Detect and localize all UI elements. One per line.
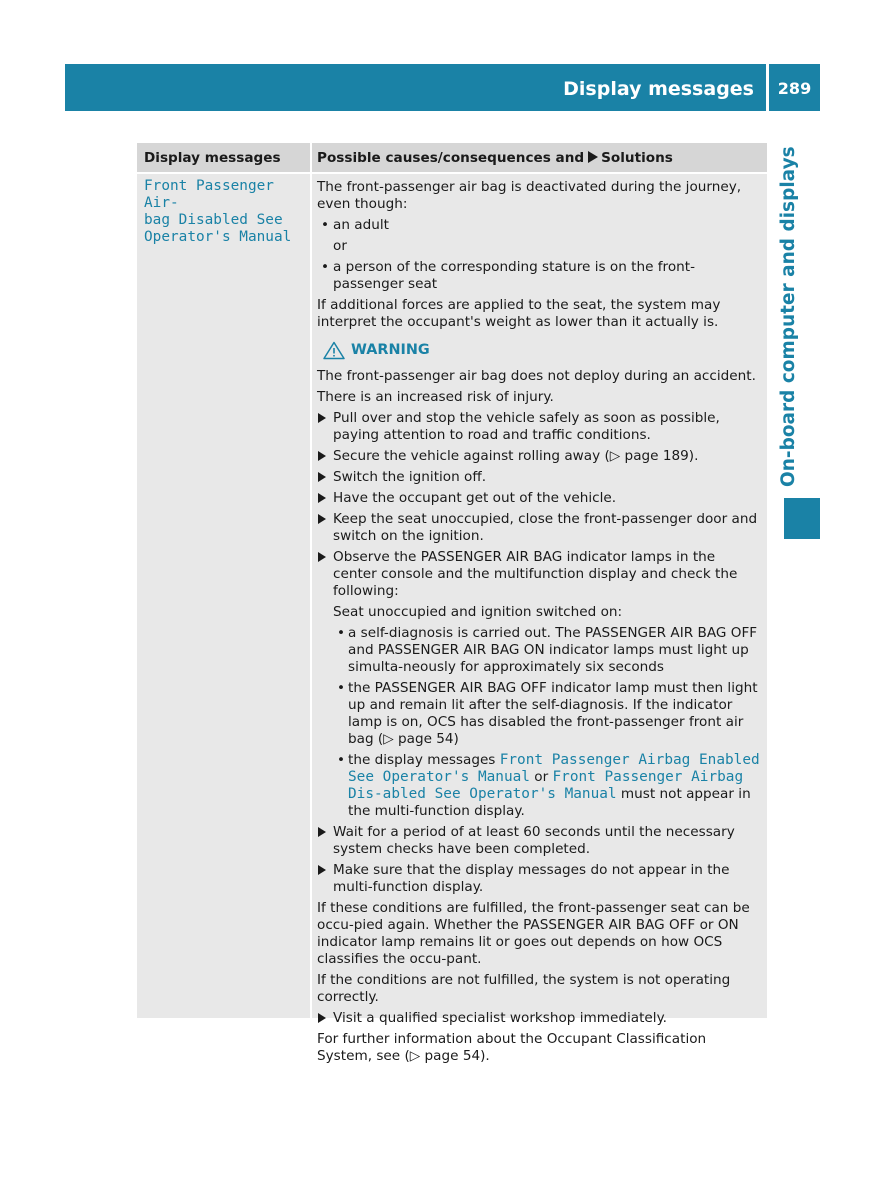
list-item: • a self-diagnosis is carried out. The PASSENGER AIR BAG OFF and PASSENGER AIR BAG ON indicator lamps must light up simulta-neously for approximately six seconds [317, 625, 762, 676]
page-number-box [769, 64, 820, 111]
instruction-step: Have the occupant get out of the vehicle. [317, 490, 762, 507]
header-column-divider [310, 143, 312, 172]
list-item [317, 752, 762, 820]
column-header-display-messages: Display messages [144, 150, 281, 166]
column-header-causes-solutions [317, 150, 673, 166]
solutions-cell [317, 179, 762, 1069]
instruction-step: Make sure that the display messages do not appear in the multi-function display. [317, 862, 762, 896]
row-divider [137, 172, 767, 174]
step-subheading: Seat unoccupied and ignition switched on: [333, 604, 623, 620]
instruction-step: Pull over and stop the vehicle safely as soon as possible, paying attention to road and traffic conditions. [317, 410, 762, 444]
warning-text: The front-passenger air bag does not deploy during an accident. [317, 368, 756, 384]
page-number: 289 [777, 79, 812, 98]
intro-text: The front-passenger air bag is deactivated during the journey, even though: [317, 179, 742, 212]
column-header-solutions: Solutions [601, 150, 673, 166]
arrow-right-icon [588, 151, 598, 163]
instruction-step: Secure the vehicle against rolling away (▷ page 189). [317, 448, 762, 465]
instruction-step: Wait for a period of at least 60 seconds until the necessary system checks have been completed. [317, 824, 762, 858]
table-header [137, 143, 767, 172]
conditions-fulfilled-text: If these conditions are fulfilled, the front-passenger seat can be occu-pied again. Whether the PASSENGER AIR BAG OFF or ON indicator lamp remains lit or goes out depends on how OCS classifies the occu-pant. [317, 900, 750, 967]
warning-heading [323, 341, 762, 360]
page-title: Display messages [563, 78, 754, 100]
list-item: • a person of the corresponding stature is on the front-passenger seat [317, 259, 762, 293]
instruction-step: Visit a qualified specialist workshop immediately. [317, 1010, 762, 1027]
or-text: or [333, 238, 347, 254]
column-header-causes: Possible causes/consequences and [317, 150, 585, 166]
list-item: • the PASSENGER AIR BAG OFF indicator lamp must then light up and remain lit after the self-diagnosis. If the indicator lamp is on, OCS has disabled the front-passenger front air bag (▷ page 54) [317, 680, 762, 748]
sub3-text-end: must not appear in the multi-function display. [348, 786, 751, 819]
warning-text: There is an increased risk of injury. [317, 389, 554, 405]
display-message-disabled: Front Passenger Airbag Dis-abled See Operator's Manual [348, 769, 744, 802]
display-message-text: Front Passenger Air- bag Disabled See Operator's Manual [144, 178, 292, 245]
conditions-not-fulfilled-text: If the conditions are not fulfilled, the system is not operating correctly. [317, 972, 731, 1005]
header-bar [65, 64, 766, 111]
chapter-side-tab: On-board computer and displays [778, 146, 799, 487]
sub3-or: or [534, 769, 549, 785]
sub3-text-start: the display messages [348, 752, 496, 768]
instruction-step: Observe the PASSENGER AIR BAG indicator lamps in the center console and the multifunction display and check the following: [317, 549, 762, 600]
warning-triangle-icon [323, 341, 345, 360]
warning-label: WARNING [351, 342, 430, 358]
further-info-text: For further information about the Occupant Classification System, see (▷ page 54). [317, 1031, 707, 1064]
list-item: • an adult [317, 217, 762, 234]
forces-text: If additional forces are applied to the seat, the system may interpret the occupant's weight as lower than it actually is. [317, 297, 721, 330]
instruction-step: Keep the seat unoccupied, close the front-passenger door and switch on the ignition. [317, 511, 762, 545]
column-divider [310, 174, 312, 1018]
chapter-marker-block [784, 498, 820, 539]
display-message-enabled: Front Passenger Airbag Enabled See Operator's Manual [348, 752, 760, 785]
instruction-step: Switch the ignition off. [317, 469, 762, 486]
